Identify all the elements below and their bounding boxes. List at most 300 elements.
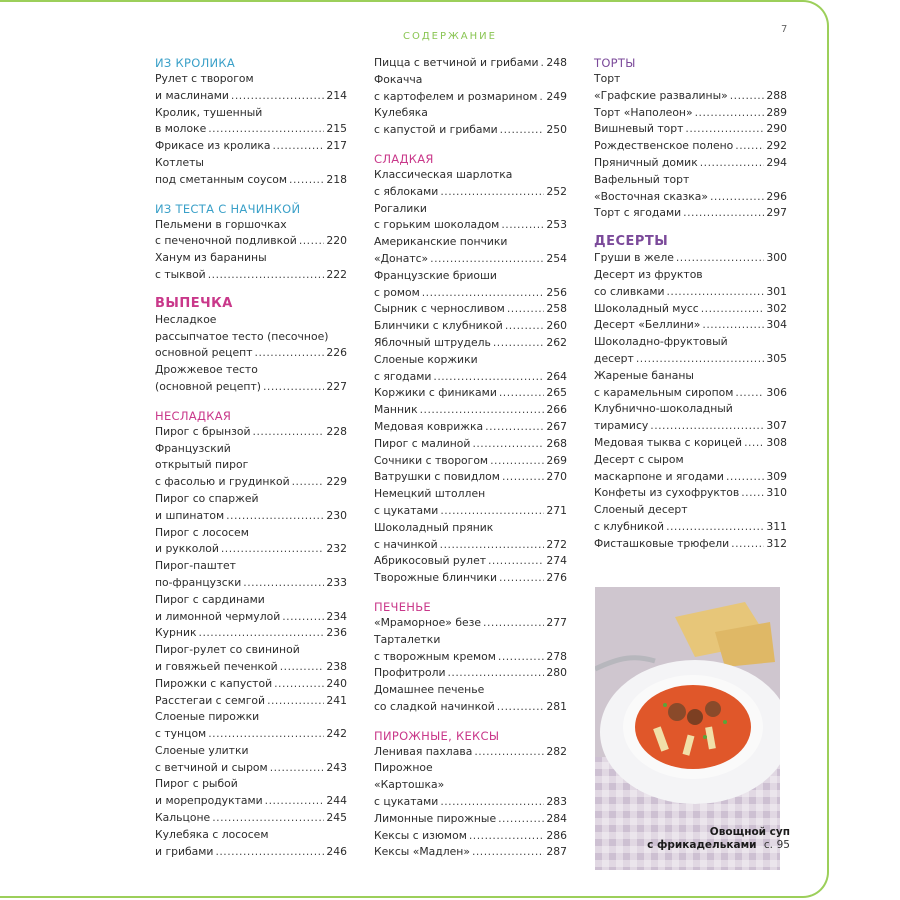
toc-entry-title: Пирог со спаржей bbox=[155, 491, 259, 505]
dot-leader bbox=[735, 138, 764, 155]
toc-entry-title: Торт «Наполеон» bbox=[594, 105, 693, 119]
dot-leader bbox=[448, 665, 545, 682]
toc-entry[interactable] bbox=[374, 419, 567, 436]
toc-entry-title: Пирожки с капустой bbox=[155, 676, 273, 690]
toc-entry[interactable] bbox=[594, 205, 787, 222]
toc-page-number: 245 bbox=[326, 811, 347, 825]
toc-entry-title: Расстегаи с семгой bbox=[155, 693, 266, 707]
toc-entry-title: Профитроли bbox=[374, 666, 446, 680]
dot-leader bbox=[199, 625, 325, 642]
toc-entry[interactable] bbox=[155, 71, 347, 105]
section-heading: НЕСЛАДКАЯ bbox=[155, 408, 232, 423]
toc-entry[interactable] bbox=[594, 317, 787, 334]
dot-leader bbox=[440, 537, 545, 554]
toc-entry-title: Фокачча bbox=[374, 72, 423, 86]
toc-entry-title: десерт bbox=[594, 351, 634, 365]
toc-entry-title: Медовая тыква с корицей bbox=[594, 435, 743, 449]
toc-page-number: 274 bbox=[546, 554, 567, 568]
toc-page-number: 297 bbox=[766, 206, 787, 220]
section-heading: ИЗ КРОЛИКА bbox=[155, 56, 236, 70]
dot-leader bbox=[735, 385, 764, 402]
toc-page-number: 269 bbox=[546, 453, 567, 467]
toc-page-number: 277 bbox=[546, 615, 567, 629]
toc-entry-title: маскарпоне и ягодами bbox=[594, 469, 724, 483]
photo-caption bbox=[620, 826, 790, 852]
toc-entry[interactable] bbox=[155, 558, 347, 592]
toc-entry-title: с капустой и грибами bbox=[374, 123, 498, 137]
toc-entry-title: с ветчиной и сыром bbox=[155, 760, 268, 774]
dot-leader bbox=[500, 122, 545, 139]
toc-entry[interactable] bbox=[374, 682, 567, 716]
toc-page-number: 271 bbox=[546, 503, 567, 517]
toc-page-number: 267 bbox=[546, 419, 567, 433]
toc-entry-title: Клубнично-шоколадный bbox=[594, 402, 733, 416]
toc-page-number: 268 bbox=[546, 436, 567, 450]
toc-entry[interactable] bbox=[374, 615, 567, 632]
dot-leader bbox=[469, 828, 545, 845]
toc-entry[interactable] bbox=[374, 72, 567, 106]
toc-entry-title: и грибами bbox=[155, 844, 214, 858]
toc-entry-title: по-французски bbox=[155, 575, 242, 589]
toc-page-number: 243 bbox=[326, 760, 347, 774]
dot-leader bbox=[221, 541, 325, 558]
toc-entry[interactable] bbox=[374, 436, 567, 453]
dot-leader bbox=[208, 726, 324, 743]
toc-entry-title: основной рецепт bbox=[155, 346, 253, 360]
dot-leader bbox=[540, 55, 544, 72]
toc-page-number: 312 bbox=[766, 536, 787, 550]
toc-entry-title: с тыквой bbox=[155, 267, 206, 281]
toc-entry-title: Пицца с ветчиной и грибами bbox=[374, 56, 539, 69]
toc-entry[interactable] bbox=[374, 335, 567, 352]
toc-entry-title: Слоеные коржики bbox=[374, 352, 478, 366]
toc-page-number: 262 bbox=[546, 335, 567, 349]
dot-leader bbox=[430, 251, 544, 268]
toc-page-number: 227 bbox=[326, 379, 347, 393]
toc-entry[interactable] bbox=[374, 828, 567, 845]
toc-page-number: 252 bbox=[546, 184, 567, 198]
toc-page-number: 308 bbox=[766, 435, 787, 449]
toc-page-number: 230 bbox=[326, 508, 347, 522]
toc-entry-title: Манник bbox=[374, 403, 418, 417]
dot-leader bbox=[265, 793, 325, 810]
toc-entry-title: Кролик, тушенный bbox=[155, 105, 263, 119]
toc-page-number: 280 bbox=[546, 666, 567, 680]
dot-leader bbox=[270, 760, 325, 777]
toc-entry[interactable] bbox=[374, 844, 567, 861]
toc-entry-title: рассыпчатое тесто (песочное) bbox=[155, 329, 329, 343]
toc-entry-title: Слоеный десерт bbox=[594, 503, 688, 517]
toc-page-number: 249 bbox=[546, 89, 567, 103]
toc-entry-title: со сливками bbox=[594, 284, 665, 298]
toc-entry-title: Яблочный штрудель bbox=[374, 335, 491, 349]
toc-page-number: 248 bbox=[546, 56, 567, 69]
toc-entry-title: Слоеные улитки bbox=[155, 743, 249, 757]
toc-entry-title: с начинкой bbox=[374, 537, 438, 551]
page-number: 7 bbox=[781, 24, 788, 35]
toc-entry-title: Кулебяка bbox=[374, 106, 428, 120]
caption-page: 95 bbox=[776, 839, 790, 851]
toc-page-number: 294 bbox=[766, 155, 787, 169]
page-header bbox=[0, 24, 900, 43]
toc-entry-title: Конфеты из сухофруктов bbox=[594, 486, 740, 500]
toc-entry-title: «Донатс» bbox=[374, 251, 429, 265]
toc-entry[interactable] bbox=[374, 760, 567, 810]
toc-entry-title: «Мраморное» безе bbox=[374, 615, 482, 629]
toc-entry[interactable] bbox=[594, 368, 787, 402]
toc-page-number: 233 bbox=[326, 575, 347, 589]
dot-leader bbox=[289, 172, 324, 189]
toc-entry[interactable] bbox=[374, 201, 567, 235]
toc-entry-title: Дрожжевое тесто bbox=[155, 363, 258, 377]
toc-entry-title: Пирог с брынзой bbox=[155, 424, 251, 438]
dot-leader bbox=[701, 301, 765, 318]
toc-entry[interactable] bbox=[155, 743, 347, 777]
toc-entry-title: Пирожное bbox=[374, 761, 433, 775]
toc-page-number: 226 bbox=[326, 346, 347, 360]
toc-entry[interactable] bbox=[374, 55, 567, 72]
caption-page-prefix: с. bbox=[763, 839, 773, 851]
toc-entry[interactable] bbox=[374, 268, 567, 302]
toc-entry[interactable] bbox=[374, 570, 567, 587]
toc-entry[interactable] bbox=[374, 453, 567, 470]
toc-entry[interactable] bbox=[155, 155, 347, 189]
toc-entry-title: Домашнее печенье bbox=[374, 683, 485, 697]
toc-entry-title: Торт bbox=[594, 72, 621, 85]
toc-page-number: 234 bbox=[326, 609, 347, 623]
toc-page-number: 304 bbox=[766, 318, 787, 332]
toc-entry[interactable] bbox=[155, 676, 347, 693]
toc-page-number: 306 bbox=[766, 385, 787, 399]
caption-title-line1: Овощной суп bbox=[709, 826, 790, 838]
toc-page-number: 232 bbox=[326, 542, 347, 556]
toc-entry[interactable] bbox=[155, 312, 347, 362]
toc-entry[interactable] bbox=[594, 334, 787, 368]
toc-page-number: 290 bbox=[766, 122, 787, 136]
toc-entry[interactable] bbox=[155, 105, 347, 139]
toc-entry[interactable] bbox=[374, 520, 567, 554]
toc-entry-title: Пирог с малиной bbox=[374, 436, 471, 450]
toc-entry-title: под сметанным соусом bbox=[155, 172, 288, 186]
section-heading: ИЗ ТЕСТА С НАЧИНКОЙ bbox=[155, 201, 301, 216]
toc-entry[interactable] bbox=[374, 318, 567, 335]
toc-entry[interactable] bbox=[594, 138, 787, 155]
toc-page-number: 241 bbox=[326, 693, 347, 707]
toc-entry[interactable] bbox=[594, 250, 787, 267]
toc-entry-title: с карамельным сиропом bbox=[594, 385, 734, 399]
toc-entry[interactable] bbox=[374, 402, 567, 419]
toc-entry[interactable] bbox=[155, 625, 347, 642]
dot-leader bbox=[507, 301, 545, 318]
toc-entry[interactable] bbox=[374, 352, 567, 386]
toc-entry[interactable] bbox=[374, 744, 567, 761]
section-heading: ПЕЧЕНЬЕ bbox=[374, 599, 431, 614]
section-heading: ПИРОЖНЫЕ, КЕКСЫ bbox=[374, 728, 500, 743]
toc-entry-title: (основной рецепт) bbox=[155, 379, 261, 393]
toc-entry[interactable] bbox=[155, 642, 347, 676]
dot-leader bbox=[676, 250, 765, 267]
toc-entry[interactable] bbox=[594, 452, 787, 486]
toc-entry-title: Десерт «Беллини» bbox=[594, 318, 701, 332]
toc-entry-title: Медовая коврижка bbox=[374, 419, 484, 433]
toc-entry[interactable] bbox=[155, 250, 347, 284]
dot-leader bbox=[499, 385, 545, 402]
toc-entry[interactable] bbox=[155, 525, 347, 559]
toc-entry-title: с печеночной подливкой bbox=[155, 234, 297, 248]
dot-leader bbox=[422, 285, 545, 302]
toc-entry[interactable] bbox=[594, 485, 787, 502]
toc-entry-title: с фасолью и грудинкой bbox=[155, 475, 290, 489]
toc-entry[interactable] bbox=[594, 536, 787, 553]
toc-entry[interactable] bbox=[374, 811, 567, 828]
toc-entry-title: со сладкой начинкой bbox=[374, 699, 495, 713]
toc-column-2 bbox=[374, 55, 567, 861]
toc-entry[interactable] bbox=[155, 776, 347, 810]
dot-leader bbox=[420, 402, 545, 419]
toc-entry-title: Десерт с сыром bbox=[594, 452, 684, 466]
toc-entry-title: с ягодами bbox=[374, 369, 432, 383]
toc-entry[interactable] bbox=[155, 441, 347, 491]
toc-entry[interactable] bbox=[155, 709, 347, 743]
toc-page-number: 256 bbox=[546, 285, 567, 299]
toc-entry-title: с горьким шоколадом bbox=[374, 218, 500, 232]
toc-entry-title: и рукколой bbox=[155, 542, 219, 556]
dot-leader bbox=[299, 233, 325, 250]
toc-entry-title: Пирог-паштет bbox=[155, 559, 236, 573]
dot-leader bbox=[498, 649, 545, 666]
toc-entry-title: с творожным кремом bbox=[374, 649, 496, 663]
toc-page-number: 258 bbox=[546, 302, 567, 316]
toc-page-number: 282 bbox=[546, 744, 567, 758]
toc-entry-title: Пирог-рулет со свининой bbox=[155, 643, 300, 657]
toc-page-number: 266 bbox=[546, 403, 567, 417]
toc-page-number: 214 bbox=[326, 88, 347, 102]
toc-entry-title: Абрикосовый рулет bbox=[374, 554, 486, 568]
toc-entry[interactable] bbox=[594, 121, 787, 138]
toc-page-number: 305 bbox=[766, 351, 787, 365]
dot-leader bbox=[498, 811, 544, 828]
toc-entry[interactable] bbox=[594, 301, 787, 318]
toc-entry-title: Лимонные пирожные bbox=[374, 811, 497, 825]
toc-entry-title: Кексы с изюмом bbox=[374, 828, 467, 842]
toc-column-3 bbox=[594, 55, 787, 553]
toc-page-number: 250 bbox=[546, 123, 567, 137]
toc-entry-title: Коржики с финиками bbox=[374, 386, 497, 400]
section-heading: СЛАДКАЯ bbox=[374, 151, 434, 166]
toc-entry-title: Пельмени в горшочках bbox=[155, 217, 287, 231]
section-heading: ТОРТЫ bbox=[594, 56, 636, 70]
toc-entry-title: Пирог с лососем bbox=[155, 525, 249, 539]
toc-entry-title: Ханум из баранины bbox=[155, 251, 267, 265]
toc-entry[interactable] bbox=[594, 155, 787, 172]
toc-entry-title: с картофелем и розмарином bbox=[374, 89, 538, 103]
toc-entry-title: Рождественское полено bbox=[594, 139, 734, 153]
toc-page-number: 302 bbox=[766, 301, 787, 315]
dot-leader bbox=[212, 810, 324, 827]
dot-leader bbox=[726, 469, 764, 486]
toc-entry-title: Французские бриоши bbox=[374, 268, 497, 282]
toc-entry-title: Пирог с рыбой bbox=[155, 777, 238, 791]
toc-entry[interactable] bbox=[374, 234, 567, 268]
toc-entry[interactable] bbox=[594, 435, 787, 452]
toc-entry-title: «Графские развалины» bbox=[594, 88, 728, 102]
toc-page-number: 311 bbox=[766, 519, 787, 533]
toc-entry-title: и говяжьей печенкой bbox=[155, 659, 278, 673]
toc-entry-title: с цукатами bbox=[374, 795, 439, 809]
toc-page-number: 264 bbox=[546, 369, 567, 383]
toc-entry-title: Блинчики с клубникой bbox=[374, 319, 503, 333]
toc-entry-title: Котлеты bbox=[155, 155, 204, 169]
toc-entry[interactable] bbox=[374, 167, 567, 201]
dot-leader bbox=[263, 379, 324, 396]
toc-entry-title: Фисташковые трюфели bbox=[594, 536, 730, 550]
toc-page-number: 270 bbox=[546, 470, 567, 484]
dot-leader bbox=[226, 508, 324, 525]
toc-entry[interactable] bbox=[155, 491, 347, 525]
toc-page-number: 286 bbox=[546, 828, 567, 842]
dot-leader bbox=[702, 317, 764, 334]
dot-leader bbox=[497, 699, 545, 716]
toc-entry-title: Рулет с творогом bbox=[155, 72, 254, 85]
toc-entry-title: Сырник с черносливом bbox=[374, 302, 505, 316]
toc-entry[interactable] bbox=[155, 827, 347, 861]
toc-entry[interactable] bbox=[155, 138, 347, 155]
toc-entry-title: Курник bbox=[155, 626, 197, 640]
dot-leader bbox=[440, 184, 544, 201]
toc-page-number: 301 bbox=[766, 284, 787, 298]
toc-entry[interactable] bbox=[594, 267, 787, 301]
toc-entry-title: Несладкое bbox=[155, 312, 217, 326]
toc-entry[interactable] bbox=[155, 810, 347, 827]
toc-entry-title: Сочники с творогом bbox=[374, 453, 489, 467]
dot-leader bbox=[499, 570, 544, 587]
dot-leader bbox=[483, 615, 544, 632]
dot-leader bbox=[433, 369, 544, 386]
toc-page-number: 281 bbox=[546, 699, 567, 713]
dot-leader bbox=[474, 744, 544, 761]
toc-entry[interactable] bbox=[374, 665, 567, 682]
dot-leader bbox=[700, 155, 765, 172]
toc-entry-title: с яблоками bbox=[374, 184, 439, 198]
dot-leader bbox=[440, 503, 544, 520]
toc-page-number: 265 bbox=[546, 386, 567, 400]
toc-page-number: 278 bbox=[546, 649, 567, 663]
page-title: СОДЕРЖАНИЕ bbox=[403, 31, 497, 42]
dot-leader bbox=[650, 418, 764, 435]
toc-entry-title: «Восточная сказка» bbox=[594, 189, 708, 203]
toc-entry-title: Пирог с сардинами bbox=[155, 592, 265, 606]
toc-page-number: 215 bbox=[326, 122, 347, 136]
toc-entry-title: Шоколадно-фруктовый bbox=[594, 335, 728, 349]
dot-leader bbox=[282, 609, 324, 626]
toc-entry-title: и морепродуктами bbox=[155, 794, 263, 808]
toc-entry-title: Кальцоне bbox=[155, 811, 211, 825]
dot-leader bbox=[273, 138, 325, 155]
toc-entry[interactable] bbox=[155, 693, 347, 710]
toc-entry-title: с цукатами bbox=[374, 503, 439, 517]
toc-entry-title: и шпинатом bbox=[155, 508, 225, 522]
toc-page-number: 254 bbox=[546, 251, 567, 265]
dot-leader bbox=[685, 121, 764, 138]
toc-entry[interactable] bbox=[155, 362, 347, 396]
dot-leader bbox=[488, 553, 544, 570]
dot-leader bbox=[539, 89, 544, 106]
section-heading: ВЫПЕЧКА bbox=[155, 295, 233, 311]
caption-title-line2 bbox=[620, 839, 790, 852]
toc-entry[interactable] bbox=[155, 217, 347, 251]
dot-leader bbox=[730, 88, 765, 105]
toc-entry-title: Американские пончики bbox=[374, 235, 508, 249]
toc-entry[interactable] bbox=[374, 385, 567, 402]
toc-entry-title: «Картошка» bbox=[374, 778, 445, 792]
toc-entry[interactable] bbox=[155, 592, 347, 626]
toc-page-number: 289 bbox=[766, 105, 787, 119]
section-heading: ДЕСЕРТЫ bbox=[594, 234, 669, 250]
dot-leader bbox=[472, 844, 544, 861]
toc-entry[interactable] bbox=[374, 301, 567, 318]
toc-page-number: 228 bbox=[326, 424, 347, 438]
toc-entry-title: Торт с ягодами bbox=[594, 206, 682, 220]
toc-entry-title: Вафельный торт bbox=[594, 172, 690, 186]
toc-page-number: 288 bbox=[766, 88, 787, 102]
toc-entry[interactable] bbox=[374, 486, 567, 520]
toc-entry-title: Ленивая пахлава bbox=[374, 744, 473, 758]
dot-leader bbox=[667, 284, 765, 301]
toc-entry[interactable] bbox=[374, 632, 567, 666]
toc-page-number: 309 bbox=[766, 469, 787, 483]
toc-entry[interactable] bbox=[594, 502, 787, 536]
toc-entry-title: в молоке bbox=[155, 122, 207, 136]
dot-leader bbox=[267, 693, 324, 710]
toc-entry[interactable] bbox=[374, 553, 567, 570]
toc-page-number: 220 bbox=[326, 234, 347, 248]
toc-page-number: 238 bbox=[326, 659, 347, 673]
toc-entry-title: Творожные блинчики bbox=[374, 571, 497, 585]
toc-page-number: 300 bbox=[766, 251, 787, 265]
toc-entry-title: тирамису bbox=[594, 419, 649, 433]
toc-entry-title: Слоеные пирожки bbox=[155, 710, 260, 724]
dot-leader bbox=[505, 318, 545, 335]
dot-leader bbox=[255, 345, 325, 362]
toc-entry-title: Десерт из фруктов bbox=[594, 267, 703, 281]
toc-page-number: 242 bbox=[326, 727, 347, 741]
toc-entry[interactable] bbox=[155, 424, 347, 441]
toc-page-number: 236 bbox=[326, 626, 347, 640]
toc-entry-title: Рогалики bbox=[374, 201, 427, 215]
dot-leader bbox=[741, 485, 764, 502]
toc-entry[interactable] bbox=[594, 401, 787, 435]
toc-entry[interactable] bbox=[594, 71, 787, 105]
dot-leader bbox=[231, 88, 324, 105]
toc-entry-title: Классическая шарлотка bbox=[374, 167, 513, 181]
toc-page-number: 272 bbox=[546, 537, 567, 551]
toc-page-number: 229 bbox=[326, 475, 347, 489]
toc-entry-title: и маслинами bbox=[155, 88, 229, 102]
toc-page-number: 246 bbox=[326, 844, 347, 858]
toc-entry-title: и лимонной чермулой bbox=[155, 609, 281, 623]
toc-entry[interactable] bbox=[374, 469, 567, 486]
toc-entry[interactable] bbox=[374, 105, 567, 139]
toc-entry-title: Французский bbox=[155, 441, 231, 455]
dot-leader bbox=[710, 189, 764, 206]
toc-entry[interactable] bbox=[594, 172, 787, 206]
toc-entry-title: с ромом bbox=[374, 285, 420, 299]
dot-leader bbox=[253, 424, 325, 441]
dot-leader bbox=[472, 436, 544, 453]
toc-entry[interactable] bbox=[594, 105, 787, 122]
toc-entry-title: Груши в желе bbox=[594, 251, 674, 265]
dot-leader bbox=[485, 419, 544, 436]
